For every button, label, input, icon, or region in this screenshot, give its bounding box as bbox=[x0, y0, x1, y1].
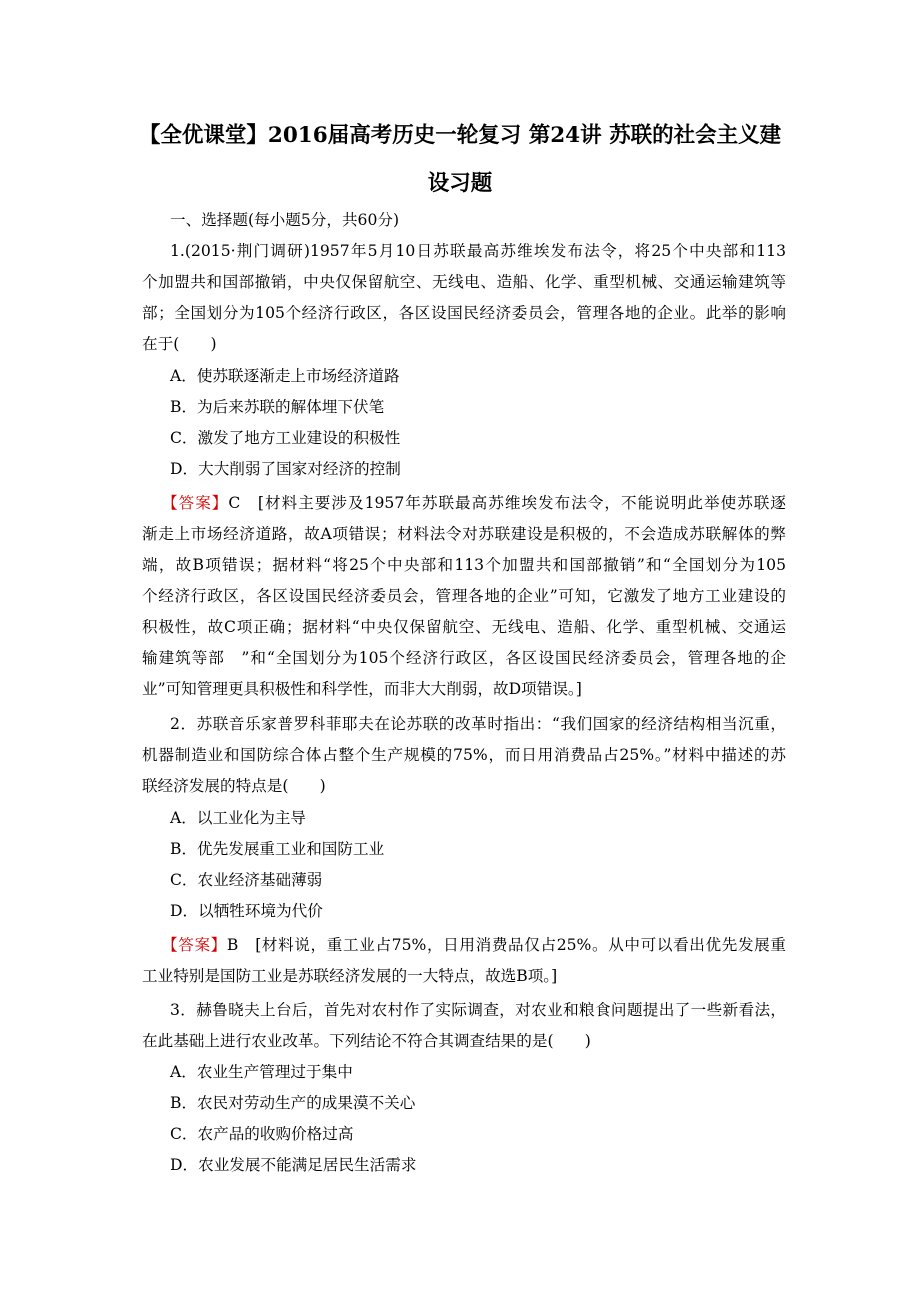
q1-answer-line-5: 积极性，故C项正确；据材料“中央仅保留航空、无线电、造船、化学、重型机械、交通运 bbox=[142, 618, 786, 636]
q2-option-d: D．以牺牲环境为代价 bbox=[170, 902, 323, 920]
q1-answer-line-1 bbox=[162, 493, 786, 513]
q2-answer-line-1 bbox=[162, 935, 786, 955]
q3-line-1: 3．赫鲁晓夫上台后，首先对农村作了实际调查，对农业和粮食问题提出了一些新看法， bbox=[170, 1001, 786, 1019]
q1-answer-line-6: 输建筑等部 ”和“全国划分为105个经济行政区，各区设国民经济委员会，管理各地的企 bbox=[142, 649, 786, 667]
q1-answer-line-2: 渐走上市场经济道路，故A项错误；材料法令对苏联建设是积极的，不会造成苏联解体的弊 bbox=[142, 525, 786, 543]
document-title bbox=[120, 112, 800, 208]
q1-line-2: 个加盟共和国部撤销，中央仅保留航空、无线电、造船、化学、重型机械、交通运输建筑等 bbox=[142, 273, 786, 291]
title-line-2: 设习题 bbox=[427, 171, 493, 196]
q1-answer-text: C [材料主要涉及1957年苏联最高苏维埃发布法令，不能说明此举使苏联逐 bbox=[228, 494, 786, 512]
q3-option-b: B．农民对劳动生产的成果漠不关心 bbox=[170, 1094, 416, 1112]
q1-line-4: 在于( ) bbox=[142, 335, 217, 353]
q1-line-1: 1.(2015·荆门调研)1957年5月10日苏联最高苏维埃发布法令，将25个中央部和113 bbox=[170, 242, 786, 260]
q2-line-3: 联经济发展的特点是( ) bbox=[142, 777, 326, 795]
q2-line-2: 机器制造业和国防综合体占整个生产规模的75%，而日用消费品占25%。”材料中描述的苏 bbox=[142, 746, 786, 764]
q2-option-a: A．以工业化为主导 bbox=[170, 809, 307, 827]
q3-option-c: C．农产品的收购价格过高 bbox=[170, 1125, 354, 1143]
answer-tag: 【答案】 bbox=[162, 494, 229, 512]
q1-answer-line-7: 业”可知管理更具积极性和科学性，而非大大削弱，故D项错误。] bbox=[142, 680, 582, 698]
q1-line-3: 部；全国划分为105个经济行政区，各区设国民经济委员会，管理各地的企业。此举的影响 bbox=[142, 304, 786, 322]
q1-option-d: D．大大削弱了国家对经济的控制 bbox=[170, 460, 401, 478]
q1-option-b: B．为后来苏联的解体埋下伏笔 bbox=[170, 398, 385, 416]
q3-option-a: A．农业生产管理过于集中 bbox=[170, 1063, 353, 1081]
q1-option-c: C．激发了地方工业建设的积极性 bbox=[170, 429, 401, 447]
q3-option-d: D．农业发展不能满足居民生活需求 bbox=[170, 1156, 417, 1174]
q1-answer-line-3: 端，故B项错误；据材料“将25个中央部和113个加盟共和国部撤销”和“全国划分为105 bbox=[142, 556, 786, 574]
q1-answer-line-4: 个经济行政区，各区设国民经济委员会，管理各地的企业”可知，它激发了地方工业建设的 bbox=[142, 587, 786, 605]
q2-answer-line-2: 工业特别是国防工业是苏联经济发展的一大特点，故选B项。] bbox=[142, 967, 558, 985]
q2-option-b: B．优先发展重工业和国防工业 bbox=[170, 840, 385, 858]
section-heading: 一、选择题(每小题5分，共60分) bbox=[170, 211, 400, 229]
q2-line-1: 2．苏联音乐家普罗科菲耶夫在论苏联的改革时指出：“我们国家的经济结构相当沉重， bbox=[170, 715, 786, 733]
q2-answer-text: B [材料说，重工业占75%，日用消费品仅占25%。从中可以看出优先发展重 bbox=[226, 936, 786, 954]
q2-option-c: C．农业经济基础薄弱 bbox=[170, 871, 323, 889]
q1-option-a: A．使苏联逐渐走上市场经济道路 bbox=[170, 367, 400, 385]
q3-line-2: 在此基础上进行农业改革。下列结论不符合其调查结果的是( ) bbox=[142, 1032, 591, 1050]
title-line-1: 【全优课堂】2016届高考历史一轮复习 第24讲 苏联的社会主义建 bbox=[138, 123, 782, 148]
answer-tag: 【答案】 bbox=[162, 936, 227, 954]
